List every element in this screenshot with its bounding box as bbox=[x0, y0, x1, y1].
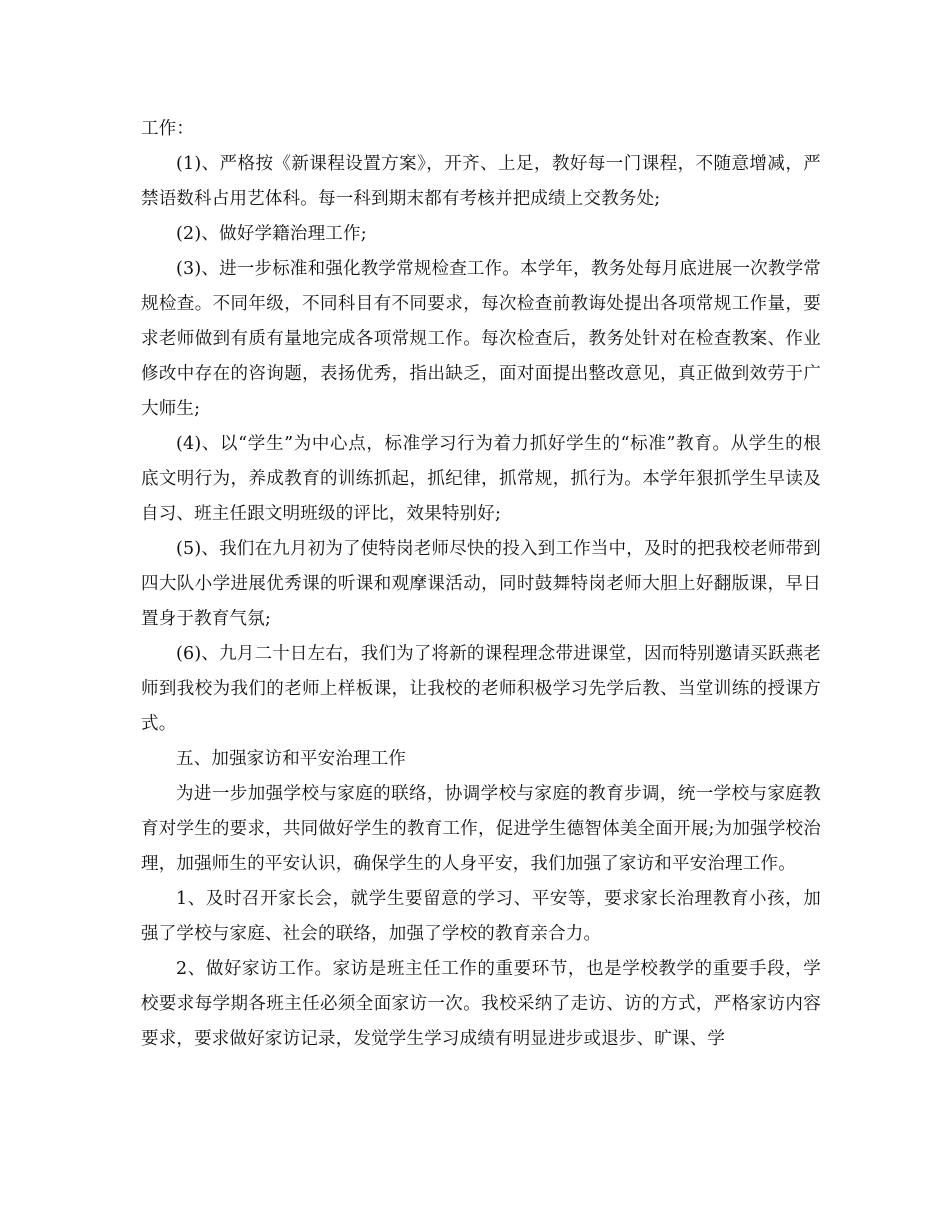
numbered-paragraph-1: 1、及时召开家长会，就学生要留意的学习、平安等，要求家长治理教育小孩，加强了学校与家庭、社会的联络，加强了学校的教育亲合力。 bbox=[141, 889, 821, 944]
paragraph-item-4: (4)、以“学生”为中心点，标准学习行为着力抓好学生的“标准”教育。从学生的根底文明行为，养成教育的训练抓起，抓纪律，抓常规，抓行为。本学年狠抓学生早读及自习、班主任跟文明班级的评比，效果特别好; bbox=[141, 434, 821, 524]
numbered-paragraph-2: 2、做好家访工作。家访是班主任工作的重要环节，也是学校教学的重要手段，学校要求每学期各班主任必须全面家访一次。我校采纳了走访、访的方式，严格家访内容要求，要求做好家访记录，发觉学生学习成绩有明显进步或退步、旷课、学 bbox=[141, 959, 821, 1049]
paragraph-item-1: (1)、严格按《新课程设置方案》，开齐、上足，教好每一门课程，不随意增减，严禁语数科占用艺体科。每一科到期末都有考核并把成绩上交教务处; bbox=[141, 154, 821, 209]
paragraph-item-6: (6)、九月二十日左右，我们为了将新的课程理念带进课堂，因而特别邀请买跃燕老师到我校为我们的老师上样板课，让我校的老师积极学习先学后教、当堂训练的授课方式。 bbox=[141, 644, 821, 734]
paragraph-item-2: (2)、做好学籍治理工作; bbox=[176, 224, 367, 244]
section-heading-5: 五、加强家访和平安治理工作 bbox=[176, 749, 407, 769]
document-body bbox=[141, 112, 821, 1057]
section-intro-paragraph: 为进一步加强学校与家庭的联络，协调学校与家庭的教育步调，统一学校与家庭教育对学生的要求，共同做好学生的教育工作，促进学生德智体美全面开展;为加强学校治理，加强师生的平安认识，确保学生的人身平安，我们加强了家访和平安治理工作。 bbox=[141, 784, 821, 874]
paragraph-continuation: 工作： bbox=[141, 119, 195, 139]
paragraph-item-5: (5)、我们在九月初为了使特岗老师尽快的投入到工作当中，及时的把我校老师带到四大队小学进展优秀课的听课和观摩课活动，同时鼓舞特岗老师大胆上好翻版课，早日置身于教育气氛; bbox=[141, 539, 821, 629]
paragraph-item-3: (3)、进一步标准和强化教学常规检查工作。本学年，教务处每月底进展一次教学常规检查。不同年级，不同科目有不同要求，每次检查前教诲处提出各项常规工作量，要求老师做到有质有量地完成各项常规工作。每次检查后，教务处针对在检查教案、作业修改中存在的咨询题，表扬优秀，指出缺乏，面对面提出整改意见，真正做到效劳于广大师生; bbox=[141, 259, 821, 419]
